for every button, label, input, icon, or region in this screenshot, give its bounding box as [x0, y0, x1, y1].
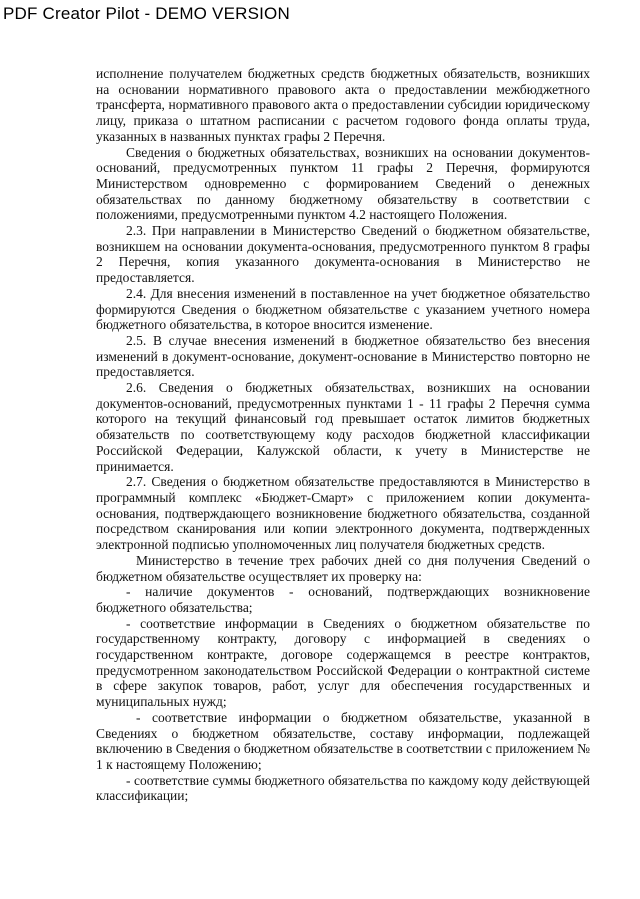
paragraph: Сведения о бюджетных обязательствах, возникших на основании документов-оснований, предусмотренных пунктом 11 графы 2 Перечня, формируются Министерством одновременно с формированием Сведений о денежных обязательствах по данному бюджетному обязательству в соответствии с положениями, предусмотренными пунктом 4.2 настоящего Положения.	[96, 144, 590, 223]
list-item: - соответствие информации в Сведениях о бюджетном обязательстве по государственному контракту, договору с информацией в сведениях о государственном контракте, договоре содержащемся в реестре контрактов, предусмотренном законодательством Российской Федерации о контрактной системе в сфере закупок товаров, работ, услуг для обеспечения государственных и муниципальных нужд;	[96, 615, 590, 710]
paragraph: 2.6. Сведения о бюджетных обязательствах, возникших на основании документов-оснований, предусмотренных пунктами 1 - 11 графы 2 Перечня сумма которого на текущий финансовый год превышает остаток лимитов бюджетных обязательств по соответствующему коду расходов бюджетной классификации Российской Федерации, Калужской области, к учету в Министерстве не принимается.	[96, 380, 590, 474]
demo-watermark: PDF Creator Pilot - DEMO VERSION	[3, 4, 290, 23]
paragraph: 2.4. Для внесения изменений в поставленное на учет бюджетное обязательство формируются Сведения о бюджетном обязательстве с указанием учетного номера бюджетного обязательства, в которое вносится изменение.	[96, 285, 590, 333]
paragraph: 2.7. Сведения о бюджетном обязательстве предоставляются в Министерство в программный комплекс «Бюджет-Смарт» с приложением копии документа-основания, подтверждающего возникновение бюджетного обязательства, созданной посредством сканирования или копии электронного документа, подтвержденных электронной подписью уполномоченных лиц получателя бюджетных средств.	[96, 474, 590, 553]
paragraph: 2.5. В случае внесения изменений в бюджетное обязательство без внесения изменений в документ-основание, документ-основание в Министерство повторно не предоставляется.	[96, 332, 590, 380]
paragraph: Министерство в течение трех рабочих дней со дня получения Сведений о бюджетном обязательстве осуществляет их проверку на:	[96, 552, 590, 584]
document-page	[96, 66, 590, 804]
list-item: - наличие документов - оснований, подтверждающих возникновение бюджетного обязательства;	[96, 584, 590, 615]
list-item: - соответствие информации о бюджетном обязательстве, указанной в Сведениях о бюджетном обязательстве, составу информации, подлежащей включению в Сведения о бюджетном обязательстве в соответствии с приложением № 1 к настоящему Положению;	[96, 709, 590, 772]
list-item: - соответствие суммы бюджетного обязательства по каждому коду действующей классификации;	[96, 772, 590, 804]
paragraph: 2.3. При направлении в Министерство Сведений о бюджетном обязательстве, возникшем на основании документа-основания, предусмотренного пунктом 8 графы 2 Перечня, копия указанного документа-основания в Министерство не предоставляется.	[96, 223, 590, 286]
paragraph: исполнение получателем бюджетных средств бюджетных обязательств, возникших на основании нормативного правового акта о предоставлении межбюджетного трансферта, нормативного правового акта о предоставлении субсидии юридическому лицу, приказа о штатном расписании с расчетом годового фонда оплаты труда, указанных в названных пунктах графы 2 Перечня.	[96, 66, 590, 144]
